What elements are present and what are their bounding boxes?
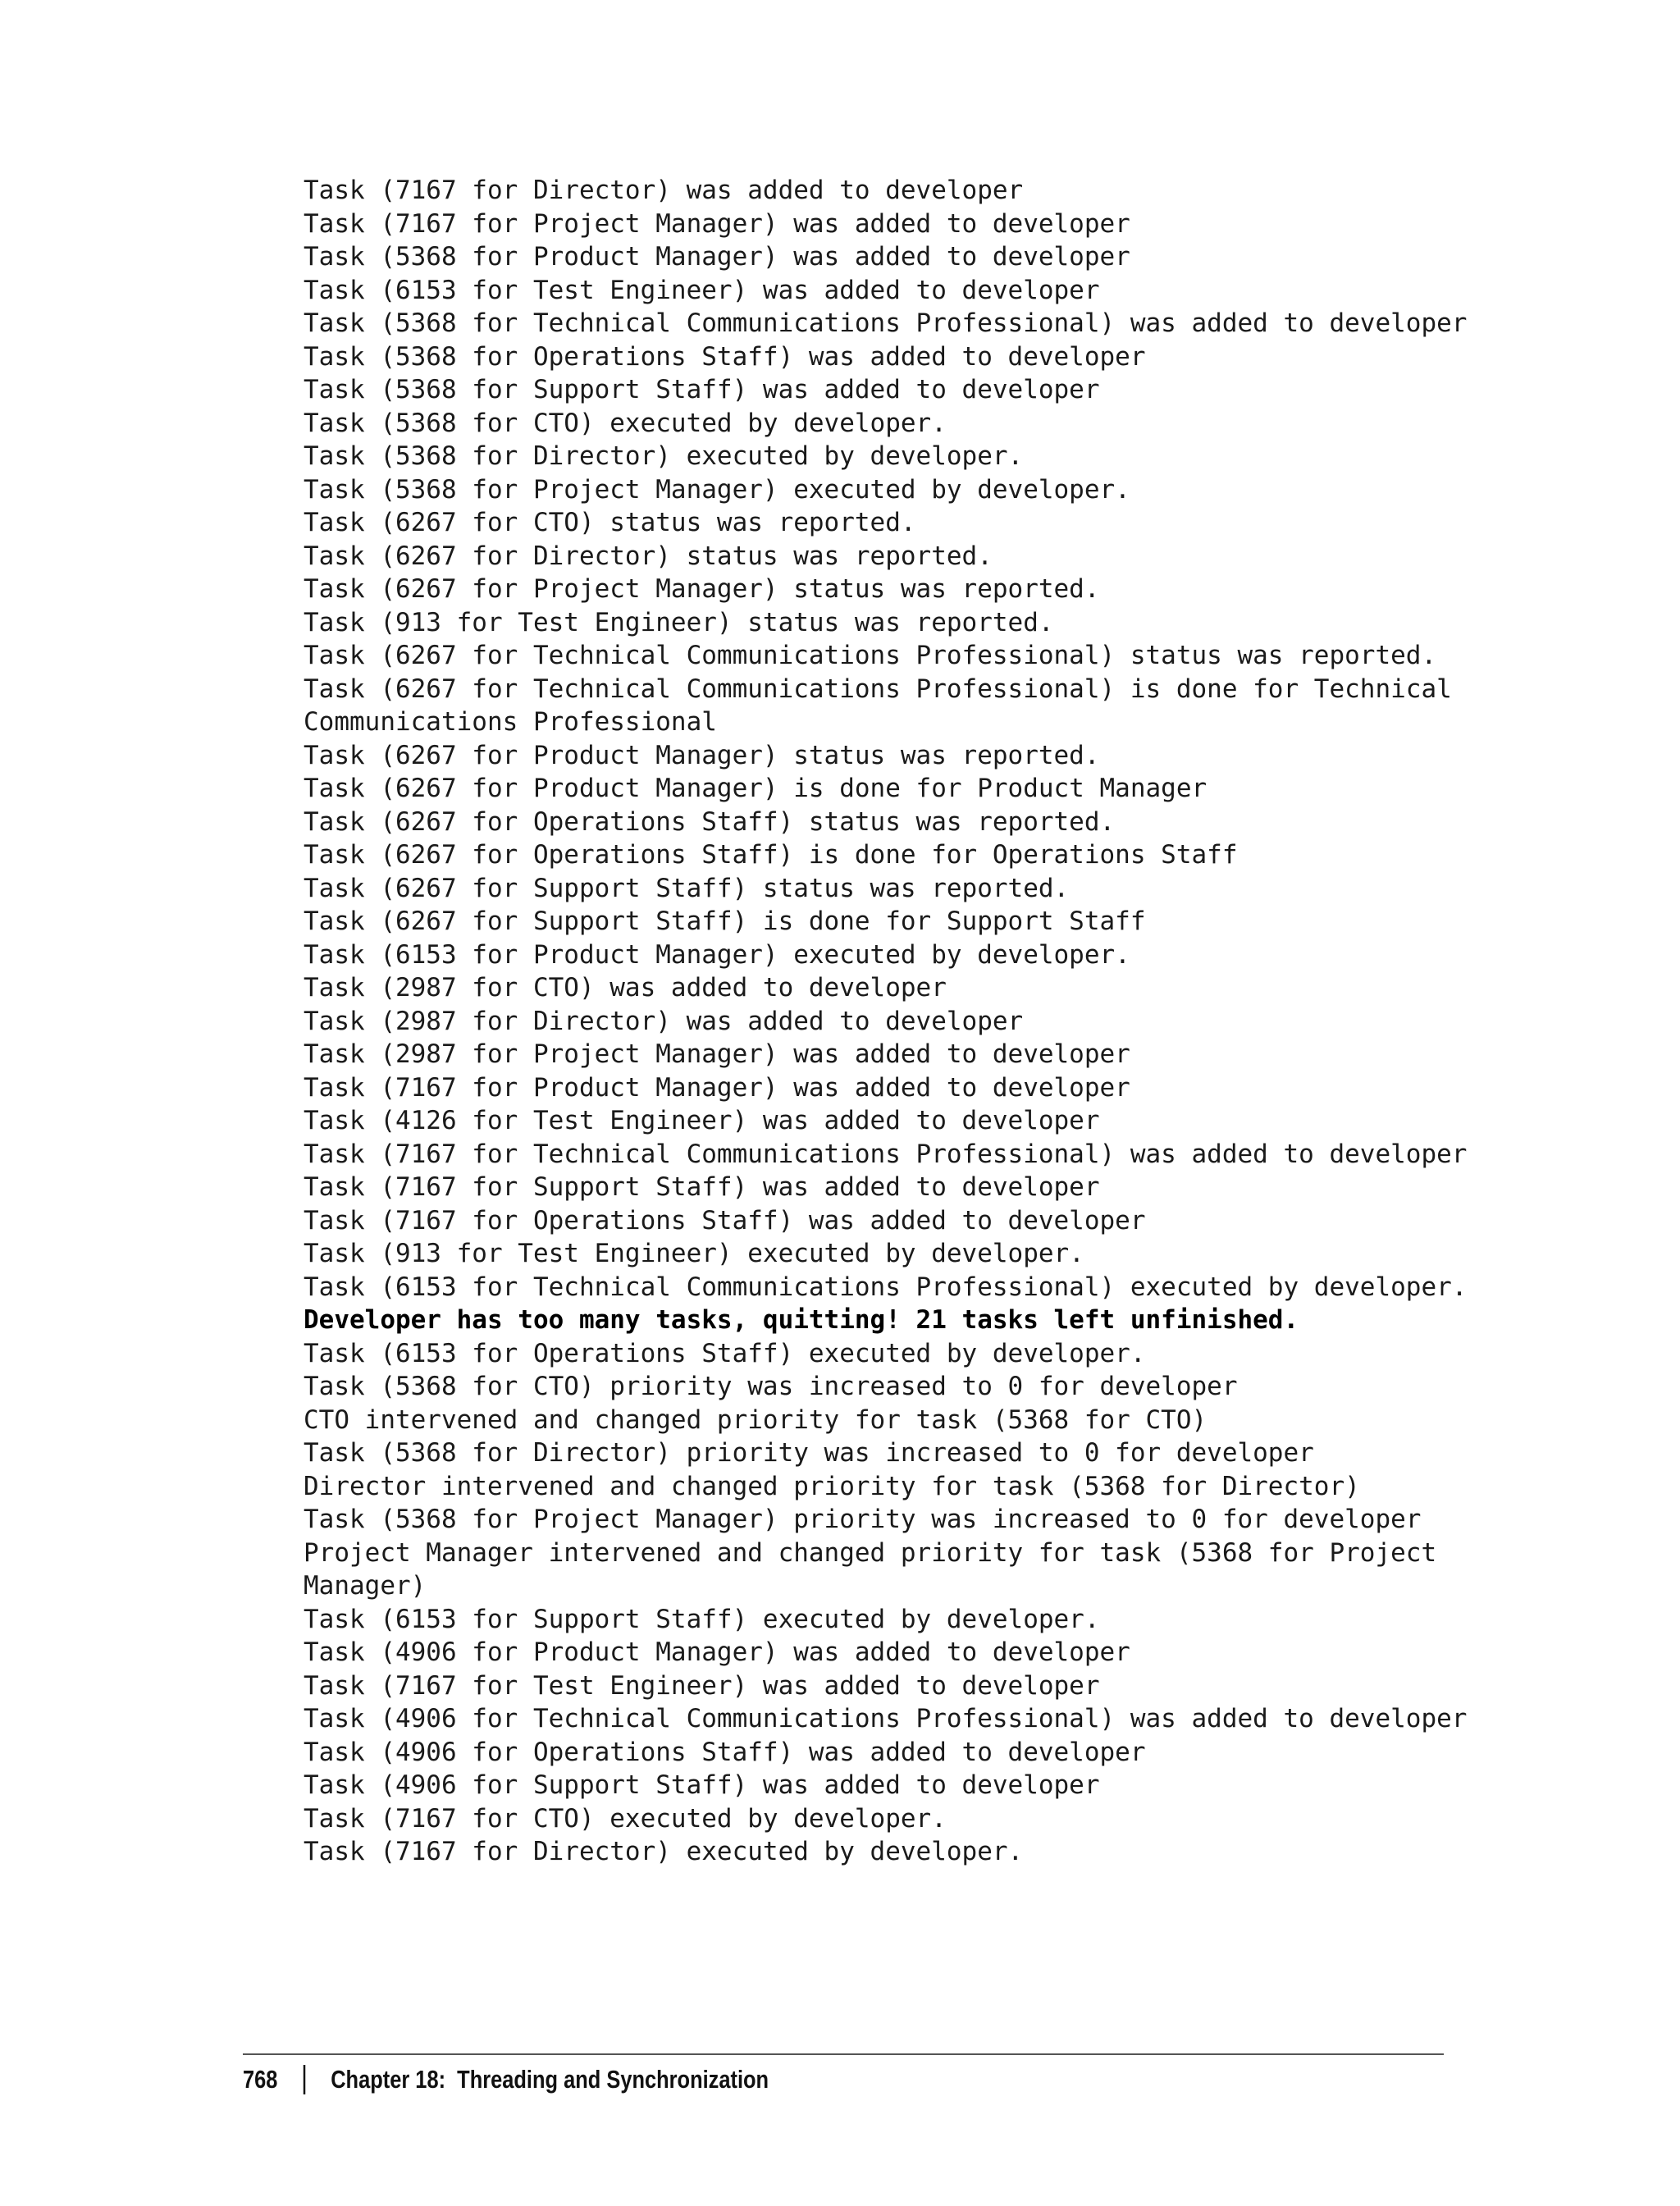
code-line: Task (5368 for Project Manager) priority was increased to 0 for developer <box>304 1505 1422 1534</box>
code-line: Task (2987 for CTO) was added to developer <box>304 973 947 1003</box>
code-line: Task (6153 for Operations Staff) executed by developer. <box>304 1338 1146 1368</box>
code-line: Task (7167 for Operations Staff) was added to developer <box>304 1205 1146 1235</box>
code-line: Task (5368 for Director) priority was increased to 0 for developer <box>304 1438 1314 1468</box>
code-line: Task (6267 for Technical Communications Professional) status was reported. <box>304 641 1437 670</box>
code-line: Task (913 for Test Engineer) status was reported. <box>304 607 1054 637</box>
code-line: Task (4906 for Product Manager) was added to developer <box>304 1637 1130 1667</box>
code-line: Task (7167 for Director) was added to developer <box>304 176 1024 205</box>
code-line: Task (6267 for CTO) status was reported. <box>304 508 916 537</box>
code-line: Task (7167 for Technical Communications Professional) was added to developer <box>304 1139 1468 1169</box>
code-line: Task (4906 for Operations Staff) was added to developer <box>304 1737 1146 1767</box>
code-line: Task (7167 for Test Engineer) was added to developer <box>304 1670 1100 1701</box>
code-line: Task (2987 for Project Manager) was added to developer <box>304 1039 1130 1069</box>
code-line: Task (7167 for Product Manager) was added to developer <box>304 1072 1130 1103</box>
code-line: Task (6267 for Technical Communications Professional) is done for Technical <box>304 674 1452 704</box>
code-line: Task (7167 for Support Staff) was added to developer <box>304 1172 1100 1202</box>
code-line: Task (5368 for CTO) priority was increased to 0 for developer <box>304 1372 1238 1401</box>
code-line: Task (6153 for Support Staff) executed by developer. <box>304 1604 1100 1634</box>
code-line: Director intervened and changed priority for task (5368 for Director) <box>304 1471 1360 1501</box>
code-line: Task (5368 for CTO) executed by developer. <box>304 408 947 438</box>
code-line: Task (6267 for Product Manager) is done for Product Manager <box>304 774 1208 803</box>
code-line: Task (6153 for Technical Communications Professional) executed by developer. <box>304 1272 1468 1302</box>
code-line: Task (6267 for Project Manager) status was reported. <box>304 574 1100 604</box>
code-line: Task (5368 for Support Staff) was added to developer <box>304 375 1100 404</box>
page-number: 768 <box>243 2065 278 2094</box>
code-line: Task (7167 for Project Manager) was added to developer <box>304 208 1130 239</box>
code-line: Task (6267 for Product Manager) status was reported. <box>304 740 1100 770</box>
code-line: Task (6267 for Support Staff) status was reported. <box>304 873 1070 903</box>
code-line: Task (6267 for Director) status was reported. <box>304 541 993 571</box>
code-line: Task (4906 for Technical Communications Professional) was added to developer <box>304 1704 1468 1733</box>
code-line: Task (4906 for Support Staff) was added to developer <box>304 1770 1100 1800</box>
chapter-title: Chapter 18: Threading and Synchronization <box>331 2065 769 2094</box>
code-line-warning: Developer has too many tasks, quitting! 21 tasks left unfinished. <box>304 1305 1299 1335</box>
code-line: Task (6267 for Support Staff) is done for Support Staff <box>304 907 1146 936</box>
code-line: Manager) <box>304 1571 427 1601</box>
footer-rule <box>243 2053 1444 2055</box>
code-output-listing <box>304 174 1467 1869</box>
code-line: Task (5368 for Director) executed by developer. <box>304 441 1024 471</box>
page-footer <box>243 2059 769 2100</box>
code-line: Communications Professional <box>304 707 717 737</box>
code-line: Task (5368 for Product Manager) was added to developer <box>304 242 1130 272</box>
code-line: Task (913 for Test Engineer) executed by developer. <box>304 1239 1084 1268</box>
code-line: Task (6267 for Operations Staff) is done for Operations Staff <box>304 840 1238 870</box>
code-line: Project Manager intervened and changed priority for task (5368 for Project <box>304 1537 1437 1568</box>
code-line: Task (7167 for CTO) executed by developer. <box>304 1803 947 1834</box>
code-line: Task (2987 for Director) was added to developer <box>304 1006 1024 1036</box>
code-line: Task (5368 for Operations Staff) was added to developer <box>304 341 1146 372</box>
code-line: Task (4126 for Test Engineer) was added to developer <box>304 1106 1100 1135</box>
code-line: Task (6267 for Operations Staff) status was reported. <box>304 806 1116 837</box>
code-line: Task (6153 for Test Engineer) was added to developer <box>304 275 1100 305</box>
code-line: Task (5368 for Project Manager) executed by developer. <box>304 474 1130 505</box>
footer-separator <box>304 2065 305 2094</box>
code-line: Task (6153 for Product Manager) executed by developer. <box>304 939 1130 970</box>
code-line: Task (7167 for Director) executed by developer. <box>304 1837 1024 1866</box>
code-line: CTO intervened and changed priority for task (5368 for CTO) <box>304 1404 1208 1435</box>
code-line: Task (5368 for Technical Communications Professional) was added to developer <box>304 308 1468 338</box>
